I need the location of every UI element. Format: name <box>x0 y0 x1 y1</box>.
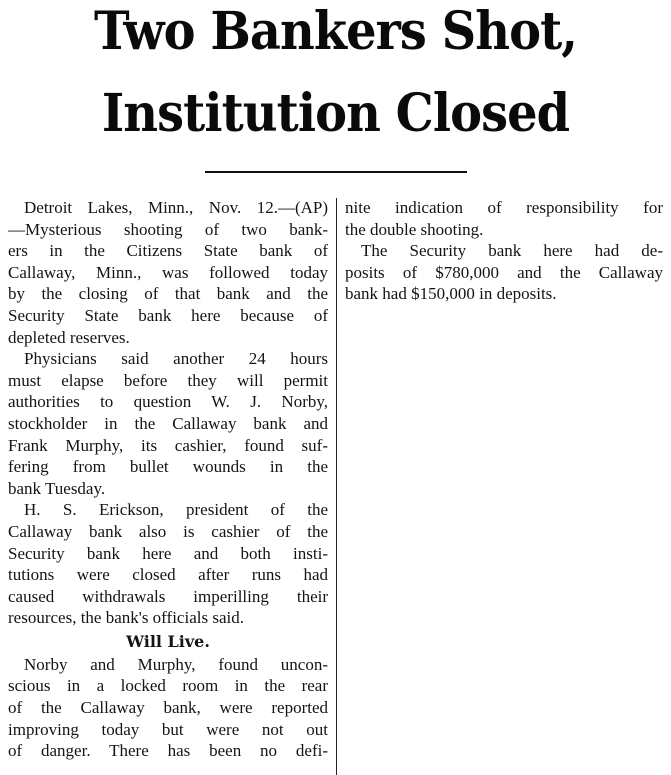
text-line: of the Callaway bank, were reported <box>8 698 328 718</box>
text-line: depleted reserves. <box>8 327 130 347</box>
paragraph-dateline <box>8 197 328 348</box>
text-line: scious in a locked room in the rear <box>8 676 328 696</box>
column-divider <box>336 198 337 775</box>
text-line: The Security bank here had de- <box>361 241 663 261</box>
text-line: —Mysterious shooting of two bank- <box>8 219 328 239</box>
text-line: bank Tuesday. <box>8 478 106 498</box>
text-line: tutions were closed after runs had <box>8 565 328 585</box>
paragraph-physicians <box>8 348 328 499</box>
text-line: stockholder in the Callaway bank and <box>8 413 328 433</box>
paragraph-deposits <box>345 240 663 305</box>
text-line: authorities to question W. J. Norby, <box>8 392 328 412</box>
paragraph-erickson <box>8 499 328 629</box>
text-line: Norby and Murphy, found uncon- <box>24 654 328 674</box>
headline-rule <box>205 171 467 173</box>
text-line: Security State bank here because of <box>8 305 328 325</box>
headline-line-1: Two Bankers Shot, <box>93 1 578 62</box>
text-line: must elapse before they will permit <box>8 370 328 390</box>
text-line: nite indication of responsibility for <box>345 198 663 217</box>
text-line: of danger. There has been no defi- <box>8 741 328 761</box>
article-column-right <box>345 197 663 305</box>
text-line: H. S. Erickson, president of the <box>24 500 328 520</box>
text-line: caused withdrawals imperilling their <box>8 586 328 606</box>
text-line: Physicians said another 24 hours <box>24 349 328 369</box>
text-line: improving today but were not out <box>8 719 328 739</box>
headline-line-2: Institution Closed <box>101 83 570 144</box>
article-column-left <box>8 197 328 762</box>
paragraph-norby-murphy <box>8 654 328 762</box>
text-line: Callaway, Minn., was followed today <box>8 262 328 282</box>
paragraph-continued <box>345 197 663 240</box>
text-line: bank had $150,000 in deposits. <box>345 284 557 304</box>
text-line: fering from bullet wounds in the <box>8 457 328 477</box>
text-line: ers in the Citizens State bank of <box>8 241 328 261</box>
text-line: Security bank here and both insti- <box>8 543 328 563</box>
text-line: resources, the bank's officials said. <box>8 608 244 628</box>
text-line: Detroit Lakes, Minn., Nov. 12.—(AP) <box>24 198 328 217</box>
text-line: the double shooting. <box>345 219 484 239</box>
text-line: posits of $780,000 and the Callaway <box>345 262 663 282</box>
text-line: by the closing of that bank and the <box>8 284 328 304</box>
text-line: Frank Murphy, its cashier, found suf- <box>8 435 328 455</box>
text-line: Callaway bank also is cashier of the <box>8 521 328 541</box>
subheading: Will Live. <box>126 631 210 651</box>
